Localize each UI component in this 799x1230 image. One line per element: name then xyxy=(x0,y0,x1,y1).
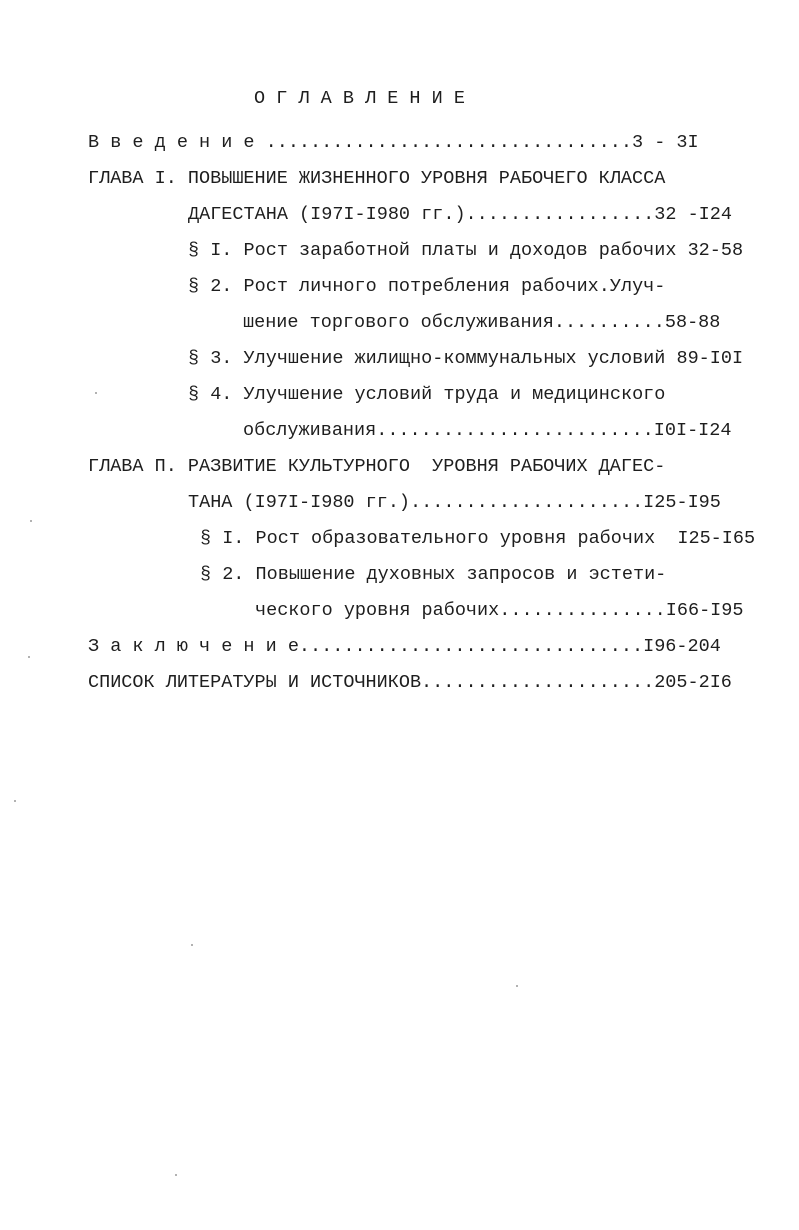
toc-entry-bibliography: СПИСОК ЛИТЕРАТУРЫ И ИСТОЧНИКОВ.....................205-2I6 xyxy=(88,672,732,693)
scan-speck xyxy=(28,656,30,658)
toc-entry-conclusion: З а к л ю ч е н и е...............................I96-204 xyxy=(88,636,721,657)
scan-speck xyxy=(95,392,97,394)
toc-entry-introduction: В в е д е н и е .................................3 - 3I xyxy=(88,132,699,153)
scan-speck xyxy=(516,985,518,987)
scan-speck xyxy=(14,800,16,802)
scan-speck xyxy=(191,944,193,946)
scan-speck xyxy=(175,1174,177,1176)
scan-speck xyxy=(30,520,32,522)
toc-entry-ch1-section-1: § I. Рост заработной платы и доходов рабочих 32-58 xyxy=(188,240,744,261)
toc-entry-ch1-section-2: § 2. Рост личного потребления рабочих.Улуч- xyxy=(188,276,666,297)
toc-entry-ch1-section-4: § 4. Улучшение условий труда и медицинского xyxy=(188,384,666,405)
toc-entry-chapter-1-cont: ДАГЕСТАНА (I97I-I980 гг.).................32 -I24 xyxy=(188,204,732,225)
toc-entry-ch2-section-2-cont: ческого уровня рабочих...............I66-I95 xyxy=(255,600,744,621)
toc-entry-ch2-section-2: § 2. Повышение духовных запросов и эстети- xyxy=(200,564,667,585)
toc-entry-chapter-2: ГЛАВА П. РАЗВИТИЕ КУЛЬТУРНОГО УРОВНЯ РАБОЧИХ ДАГЕС- xyxy=(88,456,666,477)
toc-entry-chapter-1: ГЛАВА I. ПОВЫШЕНИЕ ЖИЗНЕННОГО УРОВНЯ РАБОЧЕГО КЛАССА xyxy=(88,168,666,189)
toc-title: О Г Л А В Л Е Н И Е xyxy=(254,88,465,109)
toc-entry-ch1-section-4-cont: обслуживания.........................I0I-I24 xyxy=(243,420,732,441)
toc-entry-ch1-section-3: § 3. Улучшение жилищно-коммунальных условий 89-I0I xyxy=(188,348,744,369)
toc-entry-ch2-section-1: § I. Рост образовательного уровня рабочих I25-I65 xyxy=(200,528,756,549)
toc-entry-chapter-2-cont: ТАНА (I97I-I980 гг.).....................I25-I95 xyxy=(188,492,721,513)
toc-entry-ch1-section-2-cont: шение торгового обслуживания..........58-88 xyxy=(243,312,721,333)
